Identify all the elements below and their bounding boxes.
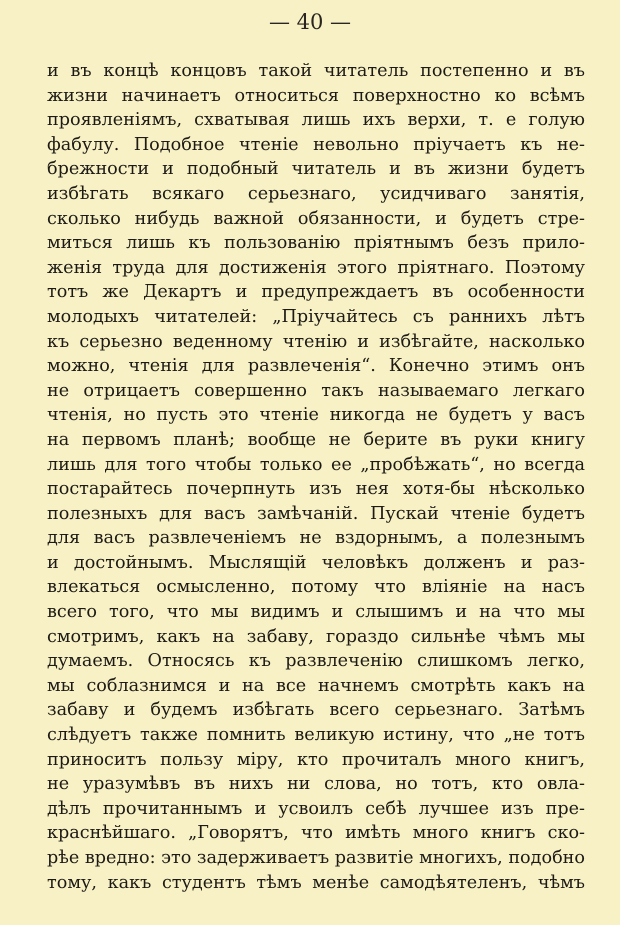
text-line: миться лишь къ пользованію пріятнымъ безъ прило-: [47, 233, 585, 254]
text-line: тому, какъ студентъ тѣмъ менѣе самодѣятеленъ, чѣмъ: [47, 872, 585, 893]
text-line: для васъ развлеченіемъ не вздорнымъ, а полезнымъ: [47, 528, 585, 549]
text-line: не уразумѣвъ въ нихъ ни слова, но тотъ, кто овла-: [47, 774, 585, 795]
text-line: забаву и будемъ избѣгать всего серьезнаго. Затѣмъ: [47, 700, 585, 721]
text-line: жизни начинаетъ относиться поверхностно ко всѣмъ: [47, 85, 585, 106]
text-line: и достойнымъ. Мыслящій человѣкъ долженъ и раз-: [47, 552, 585, 573]
text-line: сколько нибудь важной обязанности, и будетъ стре-: [47, 208, 585, 229]
text-line: избѣгать всякаго серьезнаго, усидчиваго занятія,: [47, 183, 585, 204]
text-line: проявленіямъ, схватывая лишь ихъ верхи, т. е голую: [47, 110, 585, 131]
text-line: смотримъ, какъ на забаву, гораздо сильнѣе чѣмъ мы: [47, 626, 585, 647]
text-line: влекаться осмысленно, потому что вліяніе на насъ: [47, 577, 585, 598]
text-line: женія труда для достиженія этого пріятнаго. Поэтому: [47, 257, 585, 278]
text-line: мы соблазнимся и на все начнемъ смотрѣть какъ на: [47, 675, 585, 696]
text-line: молодыхъ читателей: „Пріучайтесь съ раннихъ лѣтъ: [47, 306, 585, 327]
text-line: къ серьезно веденному чтенію и избѣгайте, насколько: [47, 331, 585, 352]
text-line: на первомъ планѣ; вообще не берите въ руки книгу: [47, 429, 585, 450]
text-line: постарайтесь почерпнуть изъ нея хотя-бы нѣсколько: [47, 479, 585, 500]
text-line: краснѣйшаго. „Говорятъ, что имѣть много книгъ ско-: [47, 823, 585, 844]
text-line: дѣлъ прочитаннымъ и усвоилъ себѣ лучшее изъ пре-: [47, 798, 585, 819]
text-line: не отрицаетъ совершенно такъ называемаго легкаго: [47, 380, 585, 401]
text-line: рѣе вредно: это задерживаетъ развитіе многихъ, подобно: [47, 848, 585, 868]
text-line: тотъ же Декартъ и предупреждаетъ въ особенности: [47, 282, 585, 303]
page-number: — 40 —: [268, 10, 352, 34]
text-line: и въ концѣ концовъ такой читатель постепенно и въ: [47, 61, 585, 81]
text-line: слѣдуетъ также помнить великую истину, что „не тотъ: [47, 725, 585, 746]
body-text: [47, 59, 585, 895]
text-line: думаемъ. Относясь къ развлеченію слишкомъ легко,: [47, 651, 585, 672]
text-line: чтенія, но пусть это чтеніе никогда не будетъ у васъ: [47, 405, 585, 426]
text-line: фабулу. Подобное чтеніе невольно пріучаетъ къ не-: [47, 134, 585, 155]
text-line: лишь для того чтобы только ее „пробѣжать“, но всегда: [47, 454, 585, 475]
text-line: брежности и подобный читатель и въ жизни будетъ: [47, 159, 585, 180]
text-line: полезныхъ для васъ замѣчаній. Пускай чтеніе будетъ: [47, 503, 585, 524]
text-line: можно, чтенія для развлеченія“. Конечно этимъ онъ: [47, 356, 585, 377]
text-line: приноситъ пользу міру, кто прочиталъ много книгъ,: [47, 749, 585, 770]
text-line: всего того, что мы видимъ и слышимъ и на что мы: [47, 602, 585, 623]
